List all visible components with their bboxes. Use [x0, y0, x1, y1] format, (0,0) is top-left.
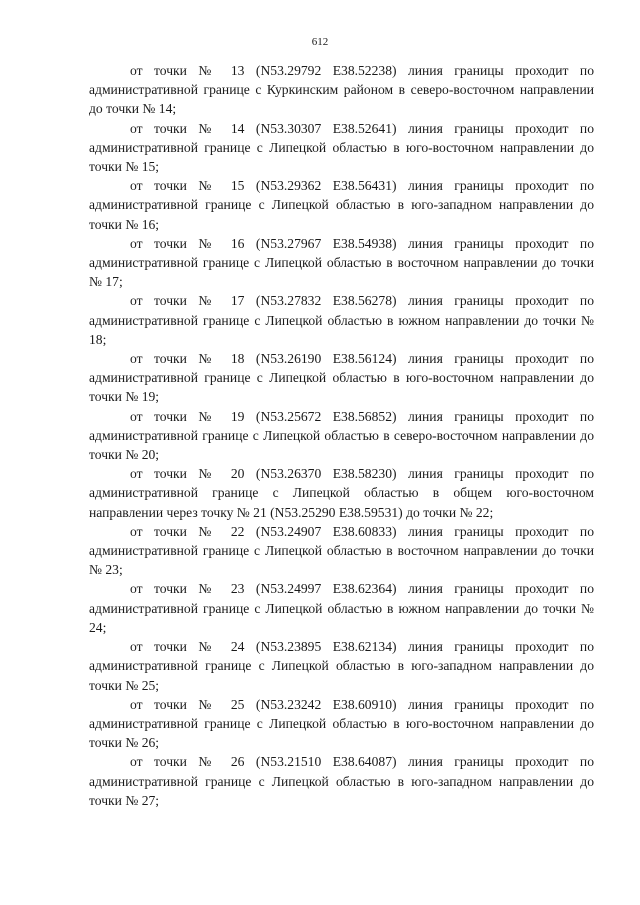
- page-number: 612: [311, 36, 329, 48]
- paragraph-segment-24: от точки № 24 (N53.23895 E38.62134) линия границы проходит по административной границе с Липецкой областью в юго-западном направлении до точки № 25;: [89, 639, 594, 693]
- paragraph-segment-16: от точки № 16 (N53.27967 E38.54938) линия границы проходит по административной границе с Липецкой областью в восточном направлении до точки № 17;: [89, 235, 594, 290]
- paragraph-segment-18: от точки № 18 (N53.26190 E38.56124) линия границы проходит по административной границе с Липецкой областью в юго-восточном направлении до точки № 19;: [89, 351, 594, 405]
- paragraph-segment-15: от точки № 15 (N53.29362 E38.56431) линия границы проходит по административной границе с Липецкой областью в юго-западном направлении до точки № 16;: [89, 178, 594, 232]
- paragraph-segment-26: от точки № 26 (N53.21510 E38.64087) линия границы проходит по административной границе с Липецкой областью в юго-западном направлении до точки № 27;: [89, 754, 594, 808]
- paragraph-segment-14: от точки № 14 (N53.30307 E38.52641) линия границы проходит по административной границе с Липецкой областью в юго-восточном направлении до точки № 15;: [89, 120, 594, 175]
- paragraph-segment-17: от точки № 17 (N53.27832 E38.56278) линия границы проходит по административной границе с Липецкой областью в южном направлении до точки № 18;: [89, 293, 594, 347]
- paragraph-segment-22: от точки № 22 (N53.24907 E38.60833) линия границы проходит по административной границе с Липецкой областью в восточном направлении до точки № 23;: [89, 523, 594, 578]
- paragraph-segment-25: от точки № 25 (N53.23242 E38.60910) линия границы проходит по административной границе с Липецкой областью в юго-восточном направлении до точки № 26;: [89, 696, 594, 751]
- paragraph-segment-23: от точки № 23 (N53.24997 E38.62364) линия границы проходит по административной границе с Липецкой областью в южном направлении до точки № 24;: [89, 581, 594, 635]
- document-body: [89, 61, 594, 810]
- paragraph-segment-13: от точки № 13 (N53.29792 E38.52238) линия границы проходит по административной границе с Куркинским районом в северо-восточном направлении до точки № 14;: [89, 63, 594, 117]
- paragraph-segment-19: от точки № 19 (N53.25672 E38.56852) линия границы проходит по административной границе с Липецкой областью в северо-восточном направлении до точки № 20;: [89, 408, 594, 463]
- paragraph-segment-20: от точки № 20 (N53.26370 E38.58230) линия границы проходит по административной границе с Липецкой областью в общем юго-восточном направлении через точку № 21 (N53.25290 E38.59531) до точки № 22;: [89, 466, 594, 520]
